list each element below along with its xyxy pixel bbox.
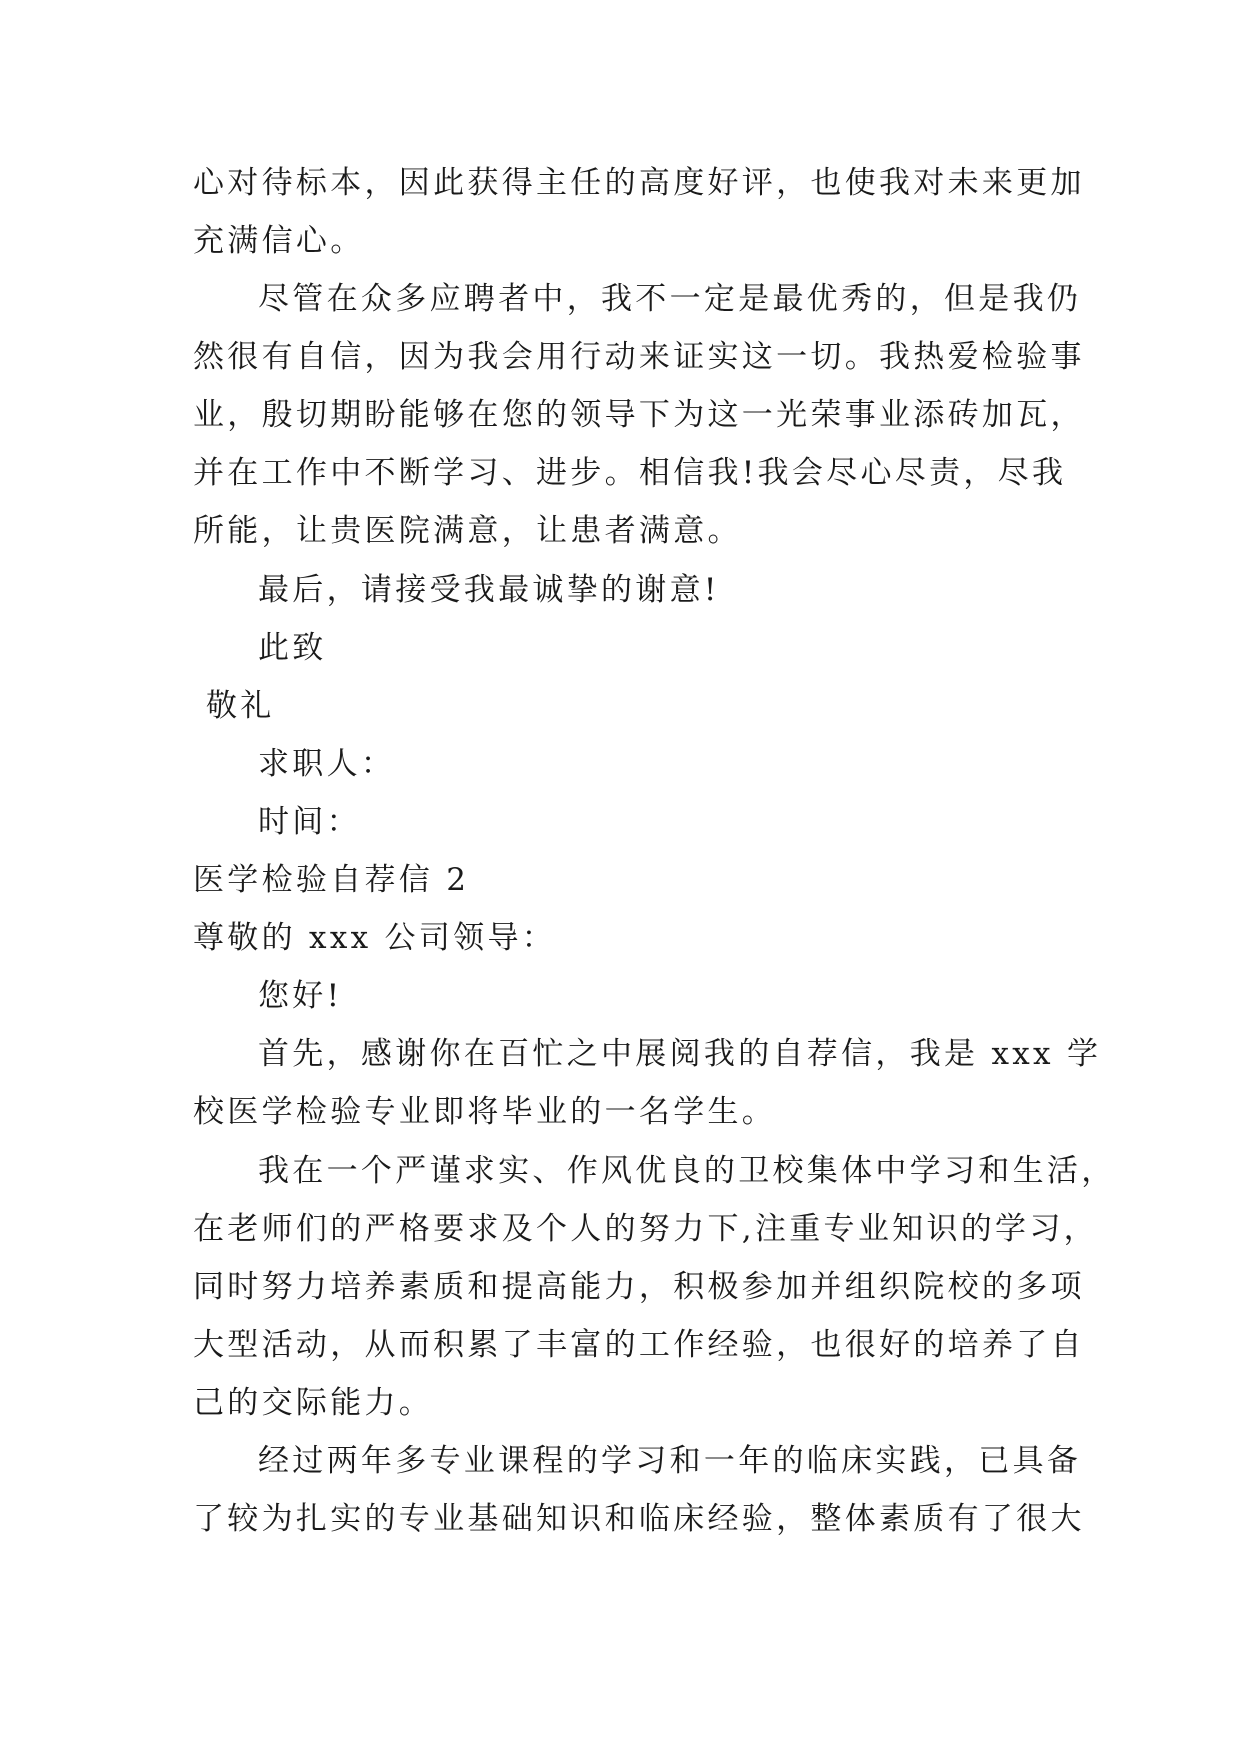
- closing-line: 此致: [258, 630, 327, 666]
- text-line: 在老师们的严格要求及个人的努力下,注重专业知识的学习，: [193, 1211, 1098, 1247]
- text-line: 同时努力培养素质和提高能力，积极参加并组织院校的多项: [193, 1269, 1085, 1305]
- text-line: 最后，请接受我最诚挚的谢意!: [258, 572, 720, 608]
- text-line: 校医学检验专业即将毕业的一名学生。: [193, 1094, 777, 1130]
- text-line: 大型活动，从而积累了丰富的工作经验，也很好的培养了自: [193, 1327, 1085, 1363]
- text-line: 己的交际能力。: [193, 1385, 434, 1421]
- text-line: 并在工作中不断学习、进步。相信我!我会尽心尽责，尽我: [193, 455, 1067, 491]
- text-line: 经过两年多专业课程的学习和一年的临床实践，已具备: [258, 1443, 1082, 1479]
- text-line: 然很有自信，因为我会用行动来证实这一切。我热爱检验事: [193, 339, 1085, 375]
- salutation: 敬礼: [206, 688, 275, 724]
- date-label: 时间：: [258, 804, 361, 840]
- text-line: 尽管在众多应聘者中，我不一定是最优秀的，但是我仍: [258, 281, 1082, 317]
- text-line: 所能，让贵医院满意，让患者满意。: [193, 513, 742, 549]
- text-line: 心对待标本，因此获得主任的高度好评，也使我对未来更加: [193, 165, 1085, 201]
- text-line: 您好!: [258, 978, 343, 1014]
- text-line: 了较为扎实的专业基础知识和临床经验，整体素质有了很大: [193, 1501, 1085, 1537]
- text-line: 充满信心。: [193, 223, 365, 259]
- text-line: 首先，感谢你在百忙之中展阅我的自荐信，我是 xxx 学: [258, 1036, 1102, 1072]
- section-title: 医学检验自荐信 2: [193, 862, 470, 898]
- text-line: 我在一个严谨求实、作风优良的卫校集体中学习和生活，: [258, 1153, 1116, 1189]
- applicant-label: 求职人：: [258, 746, 396, 782]
- greeting: 尊敬的 xxx 公司领导：: [193, 920, 557, 956]
- text-line: 业，殷切期盼能够在您的领导下为这一光荣事业添砖加瓦，: [193, 397, 1085, 433]
